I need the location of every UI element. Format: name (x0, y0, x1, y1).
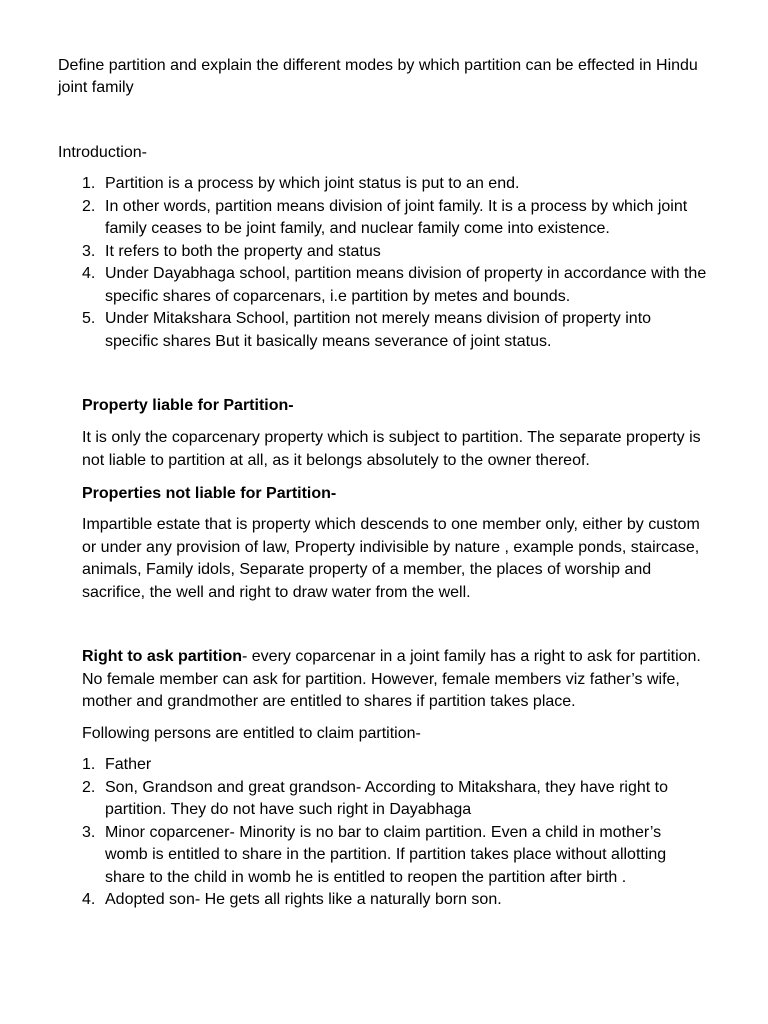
list-number: 1. (82, 756, 96, 773)
list-item-text: Minor coparcener- Minority is no bar to claim partition. Even a child in mother’s womb is entitled to share in the partition. If partition takes place without allotting share to the child in womb he is entitled to reopen the partition after birth . (105, 823, 667, 886)
list-item-text: Adopted son- He gets all rights like a naturally born son. (105, 891, 502, 908)
list-item-text: Partition is a process by which joint status is put to an end. (105, 175, 520, 192)
list-item-text: Father (105, 756, 152, 773)
list-number: 1. (82, 175, 96, 192)
list-item (82, 777, 708, 822)
list-item (82, 308, 708, 353)
list-number: 3. (82, 242, 96, 260)
introduction-list (82, 173, 708, 353)
list-item (82, 263, 708, 308)
list-number: 4. (82, 891, 96, 908)
right-to-ask-paragraph (82, 646, 712, 714)
right-to-ask-text: - every coparcenar in a joint family has a right to ask for partition. No female member can ask for partition. However, female members viz father’s wife, mother and grandmother are entitled to shares if partition takes place. (82, 648, 701, 710)
list-item (82, 196, 708, 241)
list-item (82, 754, 708, 777)
list-item (82, 822, 708, 890)
entitled-intro: Following persons are entitled to claim partition- (82, 725, 421, 742)
property-not-liable-text: Impartible estate that is property which descends to one member only, either by custom or under any provision of law, Property indivisible by nature , example ponds, staircase, animals, Family idols, Separate property of a member, the places of worship and sacrifice, the well and right to draw water from the well. (82, 516, 700, 601)
property-liable-text: It is only the coparcenary property which is subject to partition. The separate property is not liable to partition at all, as it belongs absolutely to the owner thereof. (82, 429, 701, 469)
list-item-text: It refers to both the property and status (105, 242, 381, 260)
property-not-liable-heading: Properties not liable for Partition- (82, 485, 337, 502)
list-number: 3. (82, 823, 96, 841)
list-number: 4. (82, 265, 96, 282)
entitled-list (82, 754, 708, 912)
list-number: 2. (82, 778, 96, 796)
list-number: 5. (82, 310, 96, 327)
list-item-text: Son, Grandson and great grandson- According to Mitakshara, they have right to partition. They do not have such right in Dayabhaga (105, 778, 668, 818)
question-text: Define partition and explain the different modes by which partition can be effected in Hindu joint family (58, 57, 698, 96)
list-item-text: Under Mitakshara School, partition not merely means division of property into specific shares But it basically means severance of joint status. (105, 310, 652, 350)
list-item (82, 889, 708, 912)
list-item (82, 241, 708, 264)
list-item-text: In other words, partition means division of joint family. It is a process by which joint family ceases to be joint family, and nuclear family come into existence. (105, 197, 688, 237)
list-number: 2. (82, 197, 96, 215)
list-item-text: Under Dayabhaga school, partition means division of property in accordance with the specific shares of coparcenars, i.e partition by metes and bounds. (105, 265, 707, 305)
right-to-ask-lead: Right to ask partition (82, 648, 242, 665)
introduction-heading: Introduction- (58, 144, 147, 161)
list-item (82, 173, 708, 196)
property-liable-heading: Property liable for Partition- (82, 397, 294, 414)
